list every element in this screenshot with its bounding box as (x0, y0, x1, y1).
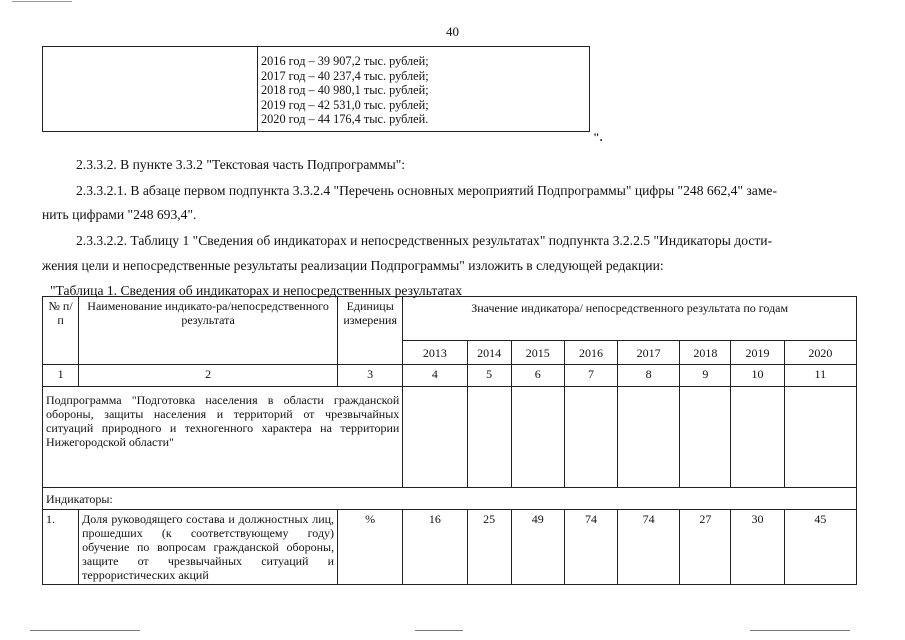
empty-cell (564, 387, 617, 488)
column-number: 4 (403, 365, 467, 387)
column-number: 6 (511, 365, 564, 387)
column-number: 2 (79, 365, 338, 387)
footer-line (415, 630, 463, 631)
column-number: 8 (618, 365, 680, 387)
top-edge-line (12, 1, 72, 2)
funding-line: 2020 год – 44 176,4 тыс. рублей. (261, 112, 429, 127)
column-number: 3 (338, 365, 403, 387)
closing-quote: ". (593, 130, 603, 144)
indicator-value: 74 (564, 510, 617, 585)
indicator-value: 49 (511, 510, 564, 585)
empty-cell (784, 387, 856, 488)
funding-line: 2016 год – 39 907,2 тыс. рублей; (261, 54, 429, 68)
column-number: 1 (43, 365, 79, 387)
year-cell: 2019 (731, 341, 784, 365)
empty-cell (403, 387, 467, 488)
table-caption: "Таблица 1. Сведения об индикаторах и непосредственных результатах (50, 283, 463, 298)
empty-cell (511, 387, 564, 488)
paragraph-2-3-3-2: 2.3.3.2. В пункте 3.3.2 "Текстовая часть Подпрограммы": (76, 157, 406, 172)
page-number: 40 (446, 24, 459, 39)
year-cell: 2018 (680, 341, 731, 365)
paragraph-2-3-3-2-2-cont: жения цели и непосредственные результаты реализации Подпрограммы" изложить в следующей редакции: (42, 258, 664, 273)
year-cell: 2017 (618, 341, 680, 365)
column-number: 7 (564, 365, 617, 387)
column-number: 11 (784, 365, 856, 387)
funding-line: 2019 год – 42 531,0 тыс. рублей; (261, 97, 429, 112)
indicator-value: 45 (784, 510, 856, 585)
indicator-value: 16 (403, 510, 467, 585)
funding-lines (261, 54, 429, 127)
indicators-label: Индикаторы: (43, 488, 857, 510)
row-number: 1. (43, 510, 79, 585)
year-cell: 2020 (784, 341, 856, 365)
funding-table-divider (257, 47, 258, 131)
column-number: 10 (731, 365, 784, 387)
year-cell: 2013 (403, 341, 467, 365)
footer-line (750, 630, 850, 631)
empty-cell (731, 387, 784, 488)
header-name: Наименование индикато-ра/непосредственного результата (79, 297, 338, 365)
column-number: 5 (467, 365, 511, 387)
year-cell: 2015 (511, 341, 564, 365)
funding-table-fragment (42, 46, 590, 132)
header-num: № п/п (43, 297, 79, 365)
empty-cell (467, 387, 511, 488)
year-cell: 2016 (564, 341, 617, 365)
indicator-name: Доля руководящего состава и должностных лиц, прошедших (к соответствующему году) обучение по вопросам гражданской обороны, защите от чрезвычайных ситуаций и террористических акций (79, 510, 338, 585)
paragraph-2-3-3-2-2: 2.3.3.2.2. Таблицу 1 "Сведения об индикаторах и непосредственных результатах" подпункта 3.2.2.5 "Индикаторы дости- (76, 233, 773, 248)
header-unit: Единицы измерения (338, 297, 403, 365)
subprogram-title: Подпрограмма "Подготовка населения в области гражданской обороны, защиты населения и территорий от чрезвычайных ситуаций природного и техногенного характера на территории Нижегородской области" (43, 387, 403, 488)
funding-line: 2018 год – 40 980,1 тыс. рублей; (261, 83, 429, 98)
header-value: Значение индикатора/ непосредственного результата по годам (403, 297, 857, 341)
funding-line: 2017 год – 40 237,4 тыс. рублей; (261, 68, 429, 83)
year-cell: 2014 (467, 341, 511, 365)
indicator-value: 74 (618, 510, 680, 585)
indicator-value: 25 (467, 510, 511, 585)
indicators-table (42, 296, 857, 585)
empty-cell (680, 387, 731, 488)
indicator-value: 30 (731, 510, 784, 585)
indicator-value: 27 (680, 510, 731, 585)
empty-cell (618, 387, 680, 488)
column-number: 9 (680, 365, 731, 387)
paragraph-2-3-3-2-1-cont: нить цифрами "248 693,4". (42, 207, 197, 222)
footer-line (30, 630, 140, 631)
indicator-unit: % (338, 510, 403, 585)
paragraph-2-3-3-2-1: 2.3.3.2.1. В абзаце первом подпункта 3.3.2.4 "Перечень основных мероприятий Подпрограммы" цифры "248 662,4" заме- (76, 183, 777, 198)
